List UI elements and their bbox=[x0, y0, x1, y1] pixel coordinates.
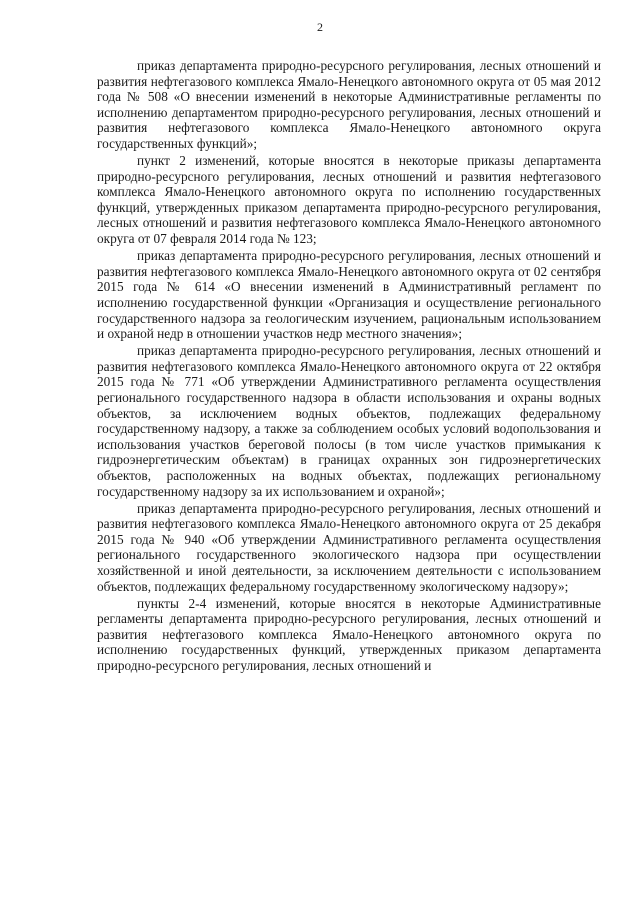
paragraph-order-123: пункт 2 изменений, которые вносятся в некоторые приказы департамента природно-ресурсного регулирования, лесных отношений и развития нефтегазового комплекса Ямало-Ненецкого автономного округа по исполнению государственных функций, утвержденных приказом департамента природно-ресурсного регулирования, лесных отношений и развития нефтегазового комплекса Ямало-Ненецкого автономного округа от 07 февраля 2014 года № 123; bbox=[97, 153, 601, 247]
paragraph-order-940: приказ департамента природно-ресурсного регулирования, лесных отношений и развития нефтегазового комплекса Ямало-Ненецкого автономного округа от 25 декабря 2015 года № 940 «Об утверждении Административного регламента осуществления регионального государственного экологического надзора при осуществлении хозяйственной и иной деятельности, за исключением деятельности с использованием объектов, подлежащих федеральному государственному экологическому надзору»; bbox=[97, 500, 601, 594]
document-body bbox=[97, 58, 601, 675]
paragraph-order-614: приказ департамента природно-ресурсного регулирования, лесных отношений и развития нефтегазового комплекса Ямало-Ненецкого автономного округа от 02 сентября 2015 года № 614 «О внесении изменений в Административный регламент по исполнению государственной функции «Организация и осуществление регионального государственного надзора за геологическим изучением, рациональным использованием и охраной недр в отношении участков недр местного значения»; bbox=[97, 248, 601, 342]
page-number: 2 bbox=[317, 20, 323, 34]
paragraph-order-508: приказ департамента природно-ресурсного регулирования, лесных отношений и развития нефтегазового комплекса Ямало-Ненецкого автономного округа от 05 мая 2012 года № 508 «О внесении изменений в некоторые Административные регламенты по исполнению департаментом природно-ресурсного регулирования, лесных отношений и развития нефтегазового комплекса Ямало-Ненецкого автономного округа государственных функций»; bbox=[97, 58, 601, 151]
paragraph-points-2-4: пункты 2-4 изменений, которые вносятся в некоторые Административные регламенты департамента природно-ресурсного регулирования, лесных отношений и развития нефтегазового комплекса Ямало-Ненецкого автономного округа по исполнению государственных функций, утвержденных приказом департамента природно-ресурсного регулирования, лесных отношений и bbox=[97, 595, 601, 674]
paragraph-order-771: приказ департамента природно-ресурсного регулирования, лесных отношений и развития нефтегазового комплекса Ямало-Ненецкого автономного округа от 22 октября 2015 года № 771 «Об утверждении Административного регламента осуществления регионального государственного надзора в области использования и охраны водных объектов, за исключением водных объектов, подлежащих федеральному государственному надзору, а также за соблюдением особых условий водопользования и использования участков береговой полосы (в том числе участков примыкания к гидроэнергетическим объектам) в границах охранных зон гидроэнергетических объектов, расположенных на водных объектах, подлежащих региональному государственному надзору за их использованием и охраной»; bbox=[97, 343, 601, 499]
